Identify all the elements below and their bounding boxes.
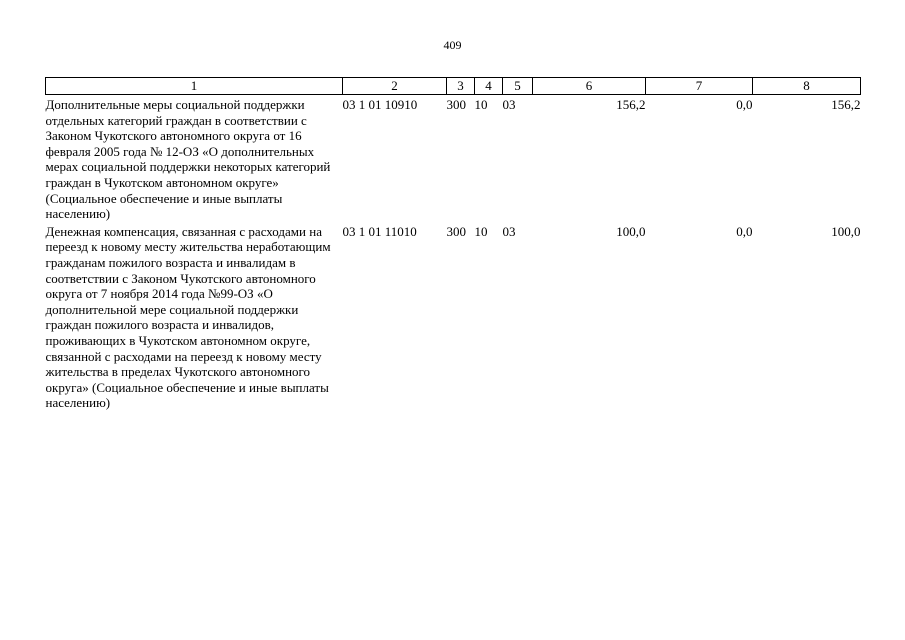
- row-name: Дополнительные меры социальной поддержки отдельных категорий граждан в соответствии с Законом Чукотского автономного округа от 16 февраля 2005 года № 12-ОЗ «О дополнительных мерах социальной поддержки некоторых категорий граждан в Чукотском автономном округе» (Социальное обеспечение и иные выплаты населению): [45, 97, 331, 222]
- page-number: 409: [443, 38, 462, 52]
- row-sum-col-6: 100,0: [616, 223, 646, 239]
- header-col-7: 7: [646, 78, 753, 95]
- row-sum-col-7: 0,0: [736, 223, 753, 239]
- row-vr-code: 300: [446, 223, 466, 239]
- row-subsection-code: 03: [502, 223, 516, 239]
- row-csr-code: 03 1 01 10910: [342, 97, 418, 112]
- header-col-3: 3: [447, 78, 475, 95]
- row-section-code: 10: [474, 97, 488, 112]
- budget-table: [45, 77, 861, 411]
- table-row: [46, 222, 861, 411]
- row-sum-col-8: 100,0: [831, 223, 861, 239]
- header-col-5: 5: [503, 78, 533, 95]
- row-sum-col-8: 156,2: [831, 97, 861, 112]
- header-col-2: 2: [343, 78, 447, 95]
- header-col-1: 1: [46, 78, 343, 95]
- table-row: [46, 95, 861, 222]
- header-row: [46, 78, 861, 95]
- row-csr-code: 03 1 01 11010: [342, 223, 417, 239]
- header-col-8: 8: [753, 78, 861, 95]
- row-subsection-code: 03: [502, 97, 516, 112]
- header-col-4: 4: [475, 78, 503, 95]
- row-section-code: 10: [474, 223, 488, 239]
- row-vr-code: 300: [446, 97, 466, 112]
- row-name: Денежная компенсация, связанная с расходами на переезд к новому месту жительства неработающим гражданам пожилого возраста и инвалидам в соответствии с Законом Чукотского автономного округа от 7 ноября 2014 года №99-ОЗ «О дополнительной мере социальной поддержки граждан пожилого возраста и инвалидов, проживающих в Чукотском автономном округе, связанной с расходами на переезд к новому месту жительства в пределах Чукотского автономного округа» (Социальное обеспечение и иные выплаты населению): [45, 223, 331, 411]
- header-col-6: 6: [533, 78, 646, 95]
- row-sum-col-7: 0,0: [736, 97, 753, 112]
- row-sum-col-6: 156,2: [616, 97, 646, 112]
